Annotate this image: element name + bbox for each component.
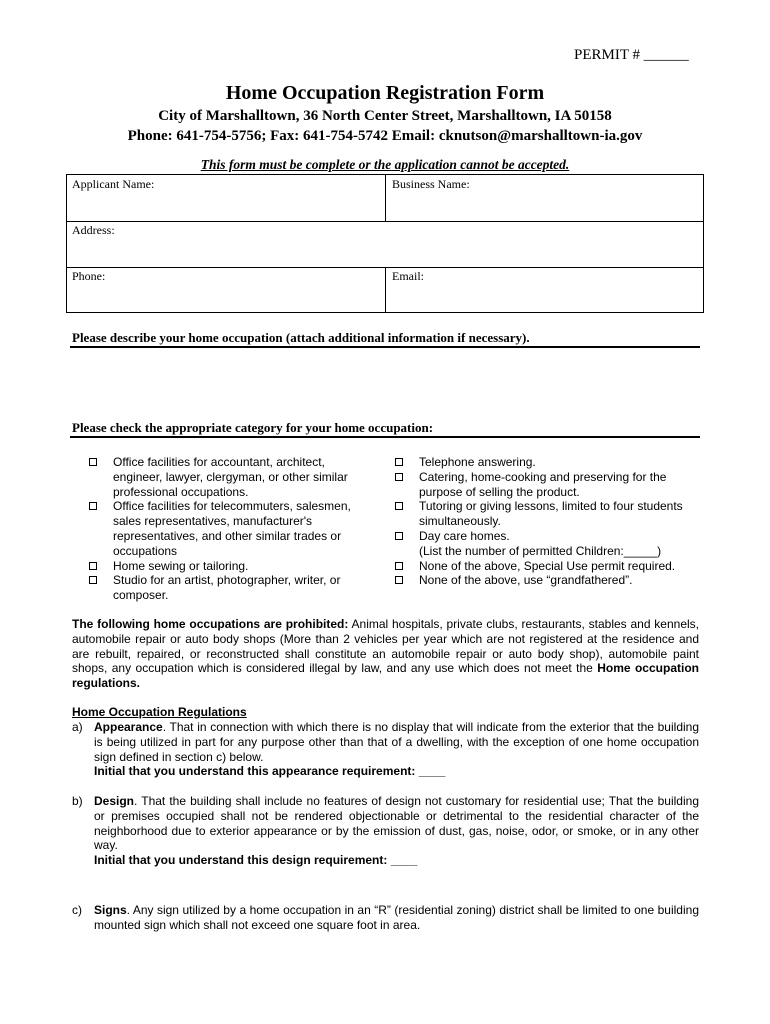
category-label: Day care homes. — [419, 528, 510, 543]
category-list-right — [395, 455, 700, 588]
permit-number: PERMIT # ______ — [574, 47, 689, 63]
table-column-divider — [385, 175, 386, 221]
design-initial-field[interactable]: Initial that you understand this design requirement: ____ — [94, 853, 418, 868]
category-label: Tutoring or giving lessons, limited to four students simultaneously. — [419, 499, 683, 529]
category-label: Home sewing or tailoring. — [113, 558, 249, 573]
phone-field[interactable]: Phone: — [72, 269, 106, 283]
checkbox-icon[interactable] — [395, 458, 403, 466]
category-option[interactable] — [395, 470, 700, 500]
table-divider — [67, 221, 703, 222]
category-option[interactable] — [89, 499, 369, 558]
address-field[interactable]: Address: — [72, 223, 115, 237]
category-label: Office facilities for telecommuters, salesmen, sales representatives, manufacturer's representatives, and other similar trades or occupations — [113, 499, 351, 558]
prohibited-occupations — [72, 617, 699, 691]
checkbox-icon[interactable] — [89, 502, 97, 510]
category-label: Catering, home-cooking and preserving for the purpose of selling the product. — [419, 469, 667, 499]
category-label: Office facilities for accountant, architect, engineer, lawyer, clergyman, or other similar professional occupations. — [113, 455, 348, 499]
regulation-title: Signs — [94, 903, 127, 917]
checkbox-icon[interactable] — [395, 502, 403, 510]
daycare-children-count: (List the number of permitted Children:_____) — [419, 543, 662, 558]
category-option[interactable] — [395, 573, 700, 588]
category-option[interactable] — [89, 559, 369, 574]
regulation-letter: c) — [72, 903, 82, 917]
regulation-text: . That in connection with which there is no display that will indicate from the exterior that the building is being utilized in part for any purpose other than that of a dwelling, with the exception of one home occupation sign defined in section c) below. — [94, 720, 699, 764]
completion-notice: This form must be complete or the application cannot be accepted. — [200, 157, 570, 172]
regulation-letter: a) — [72, 720, 83, 734]
contact-info: Phone: 641-754-5756; Fax: 641-754-5742 Email: cknutson@marshalltown-ia.gov — [127, 128, 643, 144]
describe-heading: Please describe your home occupation (attach additional information if necessary). — [72, 330, 530, 345]
prohibited-text: Animal hospitals, private clubs, restaurants, stables and kennels, automobile repair or auto body shops (More than 2 vehicles per year which are not registered at the residence and are rebuilt, repaired, or reconstructed shall constitute an automobile repair or auto body shop), automobile paint shops, any occupation which is considered illegal by law, and any use which does not meet the — [72, 617, 699, 676]
checkbox-icon[interactable] — [395, 473, 403, 481]
checkbox-icon[interactable] — [395, 562, 403, 570]
checkbox-icon[interactable] — [89, 576, 97, 584]
regulation-text: . That the building shall include no features of design not customary for residential use; That the building or premises occupied shall not be rendered objectionable or detrimental to the residential character of the neighborhood due to exterior appearance or by the emission of dust, gas, noise, odor, or smoke, or in any other way. — [94, 794, 699, 853]
regulations-heading — [72, 705, 699, 720]
category-option[interactable] — [395, 559, 700, 574]
applicant-info-table — [66, 174, 704, 313]
category-option[interactable] — [395, 529, 700, 559]
category-label: None of the above, use “grandfathered”. — [419, 573, 633, 588]
applicant-name-field[interactable]: Applicant Name: — [72, 177, 155, 191]
checkbox-icon[interactable] — [89, 562, 97, 570]
page-title: Home Occupation Registration Form — [225, 82, 545, 104]
section-rule — [70, 346, 700, 348]
category-option[interactable] — [89, 455, 369, 499]
prohibited-lead: The following home occupations are prohibited: — [72, 617, 349, 631]
regulation-text: . Any sign utilized by a home occupation in an “R” (residential zoning) district shall be limited to one building mounted sign which shall not exceed one square foot in area. — [94, 903, 699, 932]
regulation-appearance — [72, 720, 699, 779]
category-label: Telephone answering. — [419, 455, 536, 469]
checkbox-icon[interactable] — [89, 458, 97, 466]
category-label: Studio for an artist, photographer, writer, or composer. — [113, 573, 341, 603]
regulation-letter: b) — [72, 794, 83, 808]
regulation-title: Appearance — [94, 720, 163, 734]
category-heading: Please check the appropriate category for your home occupation: — [72, 420, 434, 435]
regulation-signs — [72, 903, 699, 933]
checkbox-icon[interactable] — [395, 532, 403, 540]
regulations-title: Home Occupation Regulations — [72, 705, 247, 719]
table-column-divider — [385, 267, 386, 313]
business-name-field[interactable]: Business Name: — [392, 177, 470, 191]
checkbox-icon[interactable] — [395, 576, 403, 584]
category-list-left — [89, 455, 369, 603]
category-option[interactable] — [395, 499, 700, 529]
regulation-design — [72, 794, 699, 868]
regulation-title: Design — [94, 794, 135, 808]
category-option[interactable] — [395, 455, 700, 470]
prohibited-tail: Home occupation regulations. — [72, 661, 699, 691]
section-rule — [70, 436, 700, 438]
category-label: None of the above, Special Use permit required. — [419, 558, 676, 573]
appearance-initial-field[interactable]: Initial that you understand this appearance requirement: ____ — [94, 764, 446, 779]
email-field[interactable]: Email: — [392, 269, 424, 283]
city-address: City of Marshalltown, 36 North Center Street, Marshalltown, IA 50158 — [158, 108, 612, 124]
category-option[interactable] — [89, 573, 369, 603]
